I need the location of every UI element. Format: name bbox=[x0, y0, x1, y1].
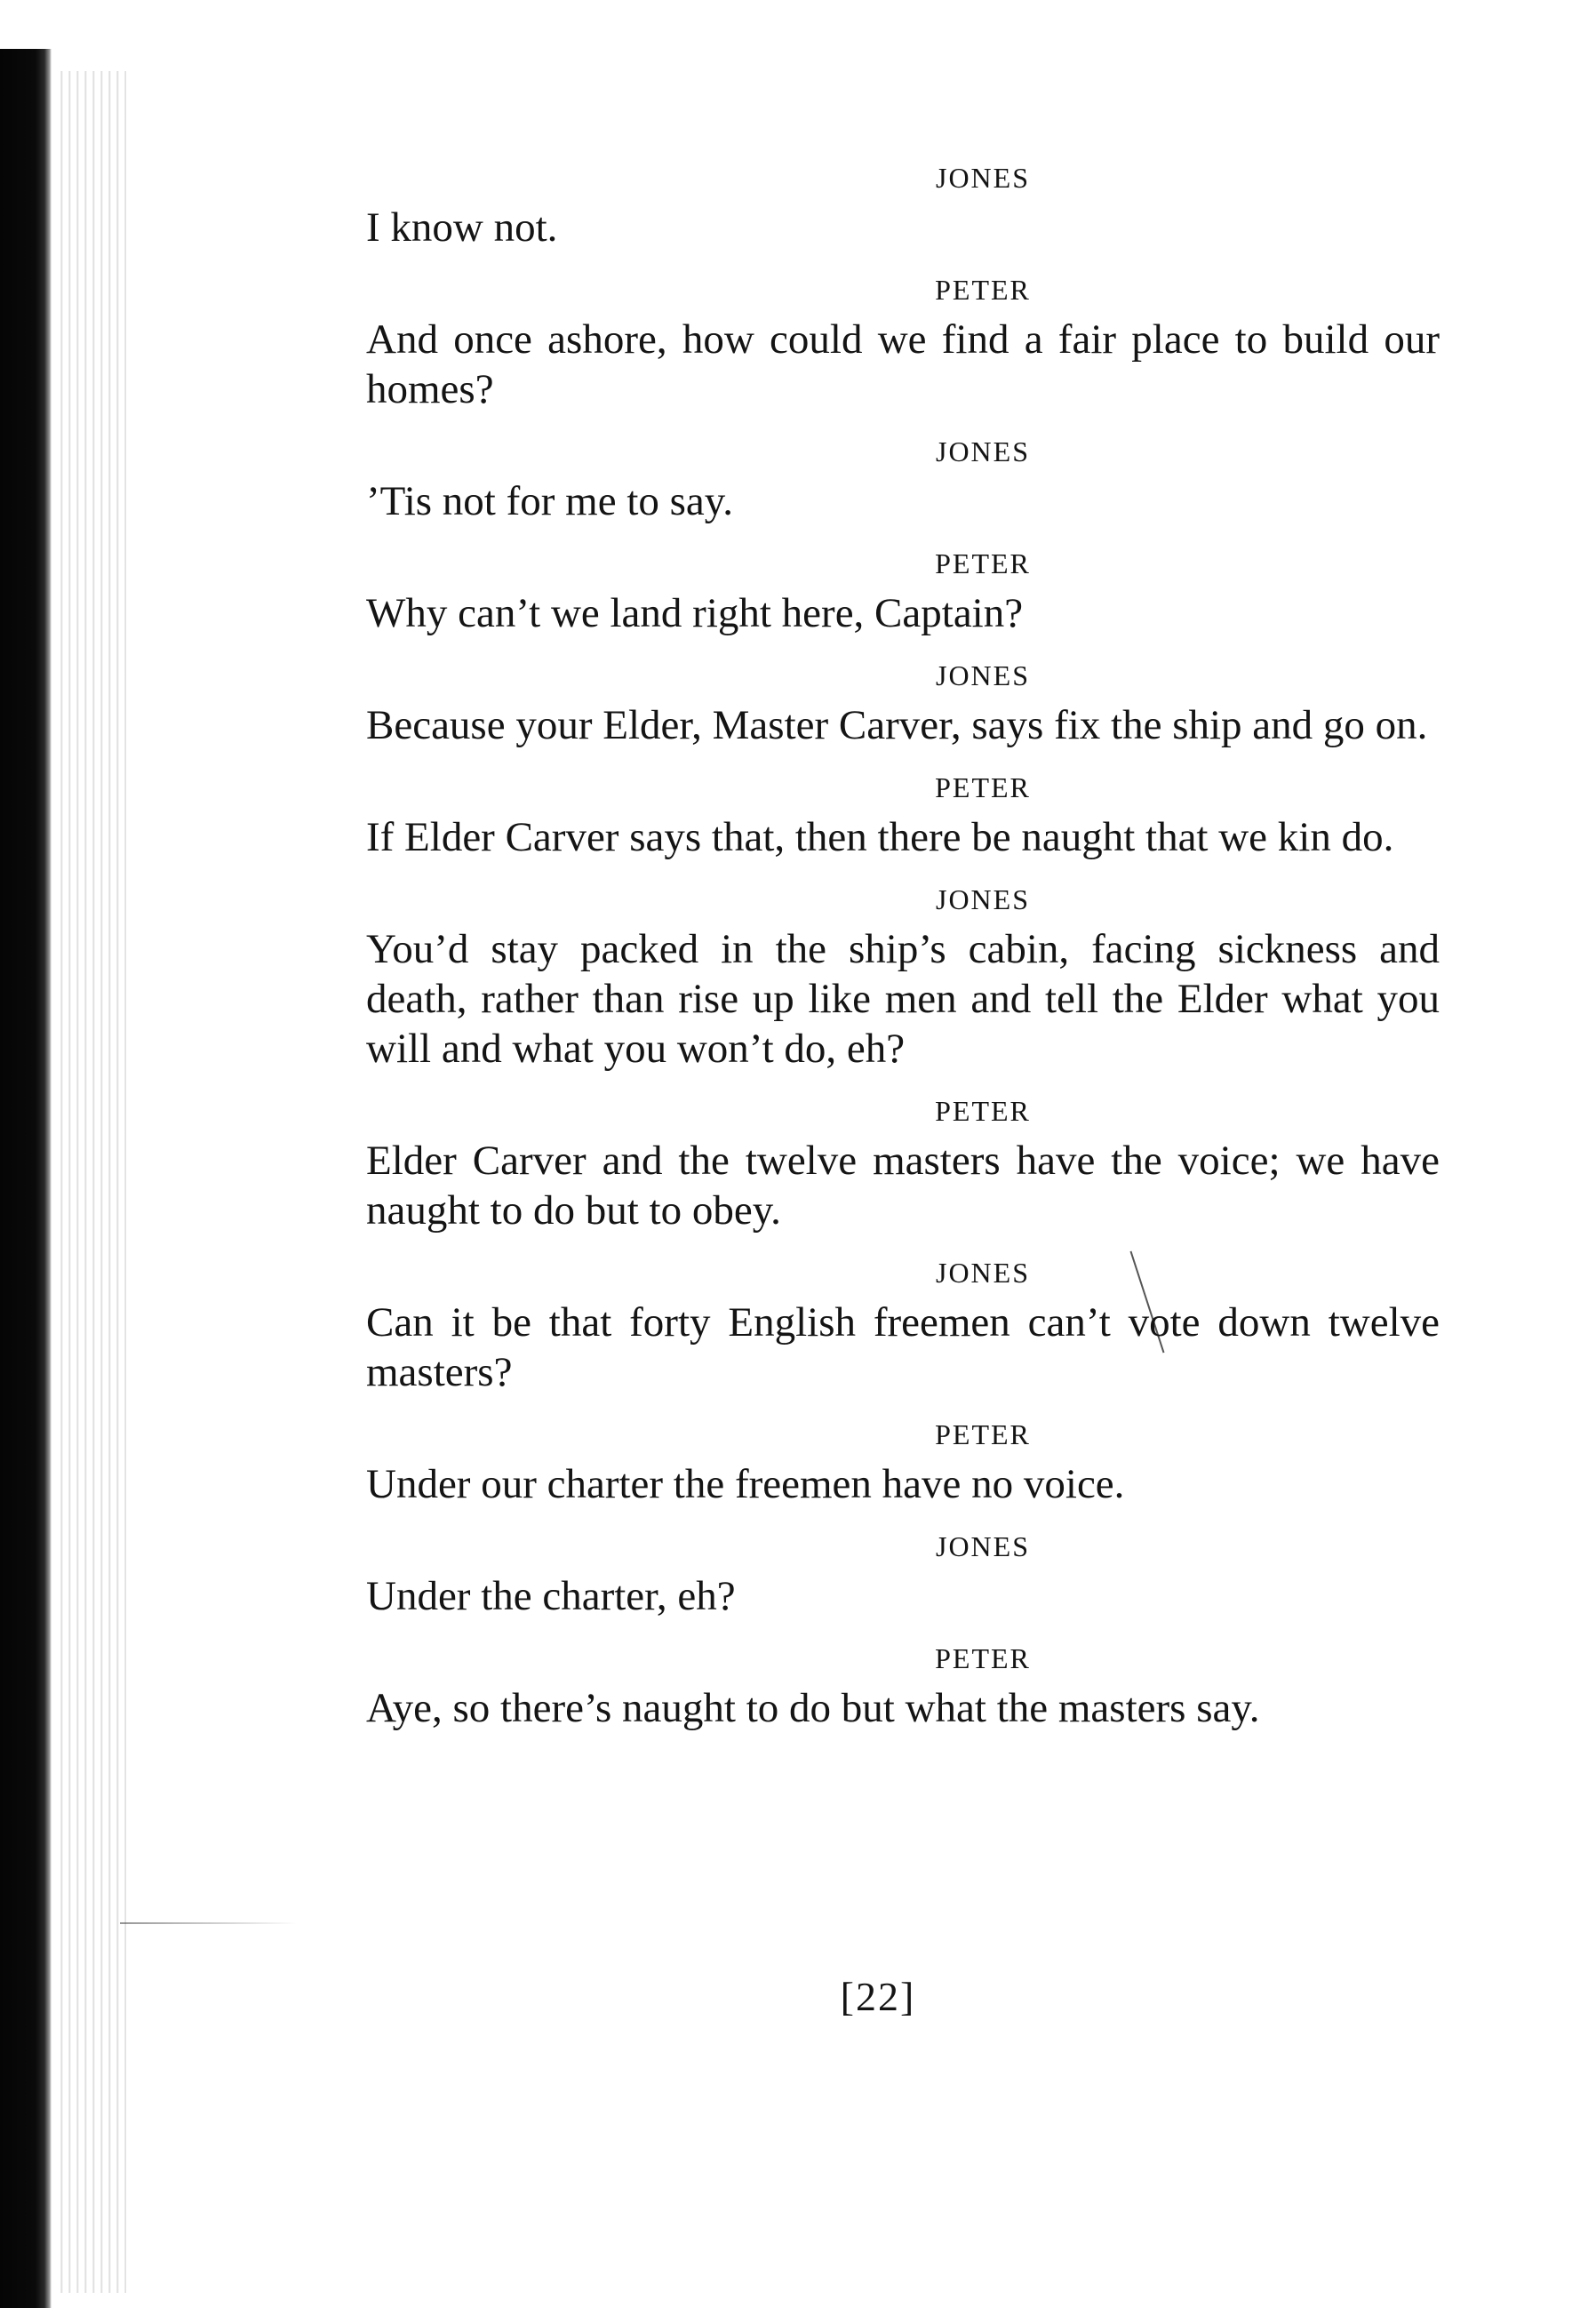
speaker-name: JONES bbox=[935, 435, 1030, 467]
speaker-name: PETER bbox=[935, 547, 1031, 579]
page-number: [22] bbox=[840, 1974, 916, 2019]
speaker-name: JONES bbox=[935, 162, 1030, 194]
dialogue-line: Under our charter the freemen have no voice. bbox=[366, 1461, 1125, 1507]
dialogue-line: And once ashore, how could we find a fair place to build our homes? bbox=[366, 316, 1440, 412]
margin-stray-mark bbox=[120, 1922, 298, 1924]
dialogue-line: Can it be that forty English freemen can’t vote down twelve masters? bbox=[366, 1299, 1440, 1395]
script-body bbox=[366, 160, 1440, 1733]
dialogue-line: Under the charter, eh? bbox=[366, 1573, 736, 1619]
dialogue-line: ’Tis not for me to say. bbox=[366, 478, 733, 524]
dialogue-line: If Elder Carver says that, then there be naught that we kin do. bbox=[366, 814, 1394, 860]
dialogue-line: Why can’t we land right here, Captain? bbox=[366, 590, 1024, 636]
speaker-name: PETER bbox=[935, 1095, 1031, 1127]
dialogue-line: I know not. bbox=[366, 204, 558, 251]
speaker-name: PETER bbox=[935, 1418, 1031, 1450]
speaker-name: PETER bbox=[935, 274, 1031, 306]
dialogue-line: Elder Carver and the twelve masters have the voice; we have naught to do but to obey. bbox=[366, 1138, 1440, 1234]
speaker-name: JONES bbox=[935, 1530, 1030, 1562]
book-binding-edge bbox=[0, 49, 52, 2308]
binding-shadow-lines bbox=[55, 71, 126, 2293]
speaker-name: JONES bbox=[935, 659, 1030, 691]
dialogue-line: Because your Elder, Master Carver, says fix the ship and go on. bbox=[366, 702, 1428, 748]
dialogue-line: You’d stay packed in the ship’s cabin, facing sickness and death, rather than rise up like men and tell the Elder what you will and what you won’t do, eh? bbox=[366, 926, 1440, 1072]
speaker-name: PETER bbox=[935, 771, 1031, 803]
dialogue-line: Aye, so there’s naught to do but what the masters say. bbox=[366, 1685, 1260, 1731]
speaker-name: JONES bbox=[935, 883, 1030, 915]
speaker-name: PETER bbox=[935, 1642, 1031, 1674]
speaker-name: JONES bbox=[935, 1257, 1030, 1289]
